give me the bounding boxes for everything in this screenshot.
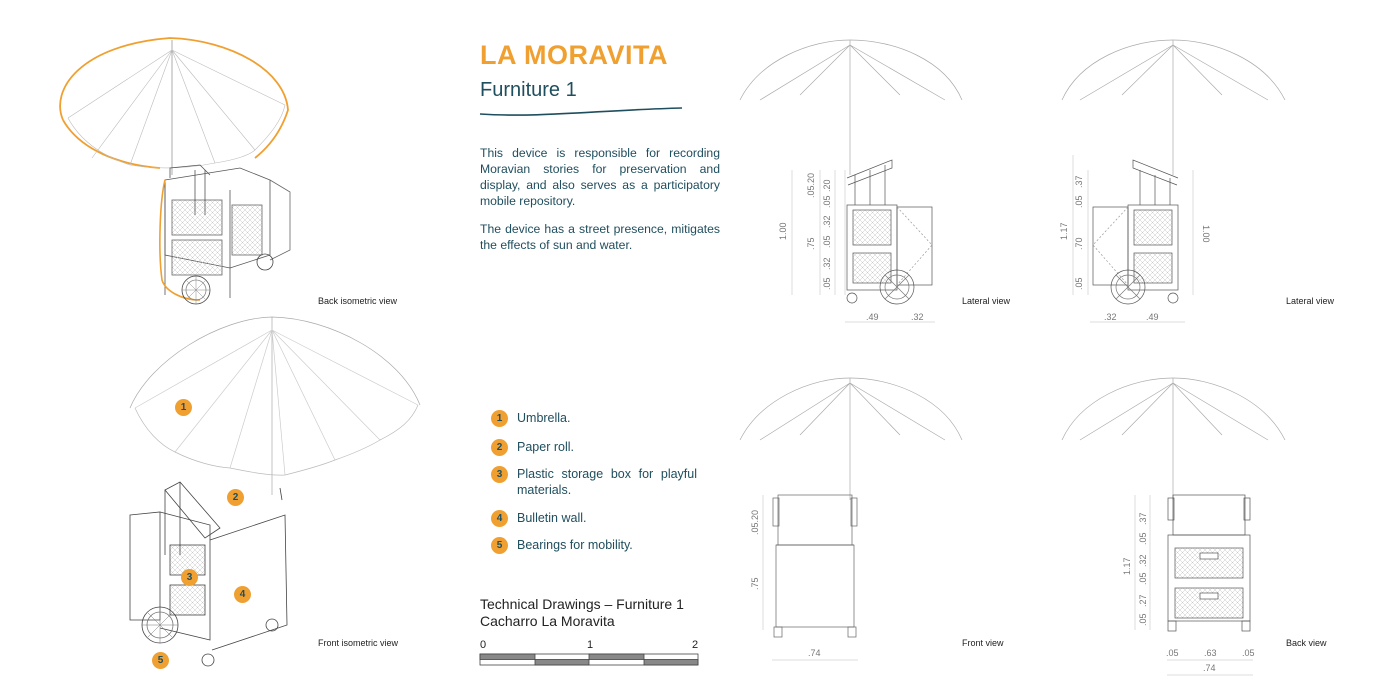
description-paragraph-1: This device is responsible for recording Moravian stories for preservation and display, and also serves as a participatory mobile repository. [480,146,720,208]
dim-lateral1-total: 1.00 [778,222,788,240]
caption-lateral-view-1: Lateral view [962,296,1011,306]
dim-lateral2-right-total: 1.00 [1201,225,1211,243]
dim-lateral1-g: .32 [822,257,832,270]
lateral-view-1-drawing [740,40,962,322]
dim-lateral1-f: .05 [822,235,832,248]
figure-badge-5: 5 [152,652,169,669]
legend-number-badge: 4 [491,510,508,527]
legend-number-badge: 1 [491,410,508,427]
dim-lateral2-d: .05 [1074,277,1084,290]
scale-label-0: 0 [480,639,487,651]
legend-item-storage-box [491,466,701,500]
legend-item-umbrella [491,410,701,428]
dim-lateral2-a: .37 [1074,175,1084,188]
legend-number-badge: 3 [491,466,508,483]
dim-lateral2-c: .70 [1074,237,1084,250]
legend-item-paper-roll [491,439,701,457]
dim-back-bottom2: .63 [1204,648,1217,658]
dim-lateral1-e: .32 [822,215,832,228]
dim-lateral1-h: .05 [822,277,832,290]
dim-lateral1-d: .05 [822,195,832,208]
dim-back-e: .27 [1138,594,1148,607]
technical-subtitle: Cacharro La Moravita [480,613,615,629]
scale-label-1: 1 [587,639,594,651]
back-view-drawing [1062,378,1285,675]
caption-back-view: Back view [1286,638,1327,648]
dim-front-a: .05.20 [750,509,760,535]
dim-back-bottom3: .05 [1242,648,1255,658]
dim-lateral1-b: .75 [806,237,816,250]
dim-back-b: .05 [1138,532,1148,545]
dim-back-f: .05 [1138,613,1148,626]
dim-back-bottom-total: .74 [1203,663,1216,673]
legend-number-badge: 5 [491,537,508,554]
front-isometric-drawing [130,317,420,666]
dim-lateral2-bottom1: .32 [1104,312,1117,322]
figure-badge-4: 4 [234,586,251,603]
back-isometric-drawing [60,38,290,304]
dim-lateral1-c: .20 [822,179,832,192]
legend-label: Plastic storage box for playful materials. [517,467,697,497]
scale-bar [480,654,698,665]
dim-lateral1-bottom2: .32 [911,312,924,322]
dim-lateral2-total: 1.17 [1059,222,1069,240]
dim-back-total: 1.17 [1122,557,1132,575]
title-underline [480,108,682,115]
dim-back-d: .05 [1138,572,1148,585]
dim-lateral2-b: .05 [1074,195,1084,208]
page-title: LA MORAVITA [480,40,668,70]
technical-title: Technical Drawings – Furniture 1 [480,596,684,612]
dim-lateral1-bottom1: .49 [866,312,879,322]
front-view-drawing [740,378,962,660]
figure-badge-2: 2 [227,489,244,506]
figure-badge-1: 1 [175,399,192,416]
dim-lateral2-bottom2: .49 [1146,312,1159,322]
dim-front-b: .75 [750,577,760,590]
dim-back-a: .37 [1138,512,1148,525]
dim-back-bottom1: .05 [1166,648,1179,658]
legend-item-bearings [491,537,701,555]
scale-label-2: 2 [692,639,699,651]
lateral-view-2-drawing [1062,40,1285,322]
description-paragraph-2: The device has a street presence, mitigates the effects of sun and water. [480,222,720,252]
dim-front-bottom: .74 [808,648,821,658]
legend-label: Paper roll. [517,440,574,454]
figure-badge-3: 3 [181,569,198,586]
legend-label: Bearings for mobility. [517,538,633,552]
legend-label: Bulletin wall. [517,511,587,525]
legend-number-badge: 2 [491,439,508,456]
legend-label: Umbrella. [517,411,571,425]
dim-back-c: .32 [1138,554,1148,567]
caption-front-view: Front view [962,638,1004,648]
page-subtitle: Furniture 1 [480,79,577,101]
caption-front-isometric: Front isometric view [318,638,399,648]
dim-lateral1-a: .05.20 [806,172,816,198]
caption-lateral-view-2: Lateral view [1286,296,1335,306]
legend-item-bulletin-wall [491,510,701,528]
caption-back-isometric: Back isometric view [318,296,398,306]
